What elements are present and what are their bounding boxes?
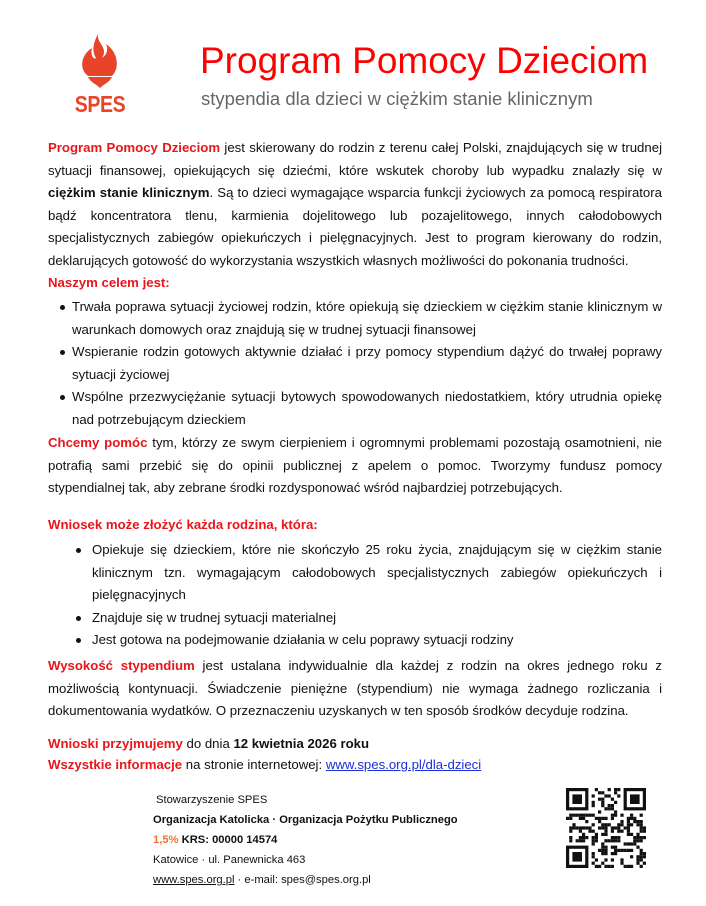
amount-paragraph: Wysokość stypendium jest ustalana indywidualnie dla każdej z rodzin na okres jednego roku z możliwością kontynuacji. Świadczenie pieniężne (stypendium) nie wymaga żadnego rozliczania i dokumentowania wydatków. O przeznaczeniu uzyskanych w ten sposób środków decyduje rodzina. — [48, 658, 662, 719]
list-item: Wspólne przezwyciężanie sytuacji bytowych spowodowanych niedostatkiem, który utrudnia opiekę nad potrzebującym dzieckiem — [72, 386, 662, 431]
eligibility-list — [92, 539, 662, 652]
spes-logo — [62, 28, 138, 117]
flame-icon — [62, 28, 138, 88]
intro-paragraph: Program Pomocy Dzieciom jest skierowany do rodzin z terenu całej Polski, znajdujących się w trudnej sytuacji finansowej, opiekujących się dziećmi, które wskutek choroby lub wypadku znalazły się w ciężkim stanie klinicznym. Są to dzieci wymagające wsparcia funkcji życiowych za pomocą respiratora bądź koncentratora tlenu, karmienia dojelitowego lub pozajelitowego, innych całodobowych specjalistycznych zabiegów opiekuńczych i pielęgnacyjnych. Jest to program kierowany do rodzin, deklarujących gotowość do wykorzystania wszystkich własnych możliwości do pokonania trudności. — [48, 140, 662, 268]
page-subtitle: stypendia dla dzieci w ciężkim stanie klinicznym — [201, 88, 593, 109]
list-item: Znajduje się w trudnej sytuacji materialnej — [92, 607, 662, 630]
qr-code[interactable] — [566, 788, 646, 868]
footer-krs: 1,5% KRS: 00000 14574 — [153, 834, 278, 846]
list-item: Jest gotowa na podejmowanie działania w celu poprawy sytuacji rodziny — [92, 629, 662, 652]
goals-list — [72, 296, 662, 432]
website-link[interactable]: www.spes.org.pl — [153, 874, 235, 886]
deadline-line: Wnioski przyjmujemy do dnia 12 kwietnia 2026 roku — [48, 736, 370, 751]
help-paragraph: Chcemy pomóc tym, którzy ze swym cierpieniem i ogromnymi problemami pozostają osamotnieni, nie potrafią sami przebić się do opinii publicznej z apelem o pomoc. Tworzymy fundusz pomocy stypendialnej tak, aby zebrane środki rozdysponować wśród najbardziej potrzebujących. — [48, 435, 662, 496]
list-item: Opiekuje się dzieckiem, które nie skończyło 25 roku życia, znajdującym się w ciężkim stanie klinicznym tzn. wymagającym całodobowych specjalistycznych zabiegów opiekuńczych i pielęgnacyjnych — [92, 539, 662, 607]
list-item: Trwała poprawa sytuacji życiowej rodzin, które opiekują się dzieckiem w ciężkim stanie klinicznym w warunkach domowych oraz znajdują się w trudnej sytuacji finansowej — [72, 296, 662, 341]
list-item: Wspieranie rodzin gotowych aktywnie działać i przy pomocy stypendium dążyć do trwałej poprawy sytuacji życiowej — [72, 341, 662, 386]
footer-contact: www.spes.org.pl · e-mail: spes@spes.org.pl — [153, 874, 371, 886]
page-title: Program Pomocy Dzieciom — [200, 40, 649, 81]
program-link[interactable]: www.spes.org.pl/dla-dzieci — [325, 757, 482, 772]
goals-heading: Naszym celem jest: — [48, 275, 170, 290]
info-line: Wszystkie informacje na stronie internetowej: www.spes.org.pl/dla-dzieci — [48, 757, 482, 772]
eligibility-heading: Wniosek może złożyć każda rodzina, która: — [48, 517, 318, 532]
logo-text: SPES — [74, 91, 126, 117]
footer-org: Stowarzyszenie SPES — [156, 794, 268, 806]
footer-type: Organizacja Katolicka · Organizacja Pożytku Publicznego — [153, 814, 458, 826]
footer-address: Katowice · ul. Panewnicka 463 — [153, 854, 306, 866]
